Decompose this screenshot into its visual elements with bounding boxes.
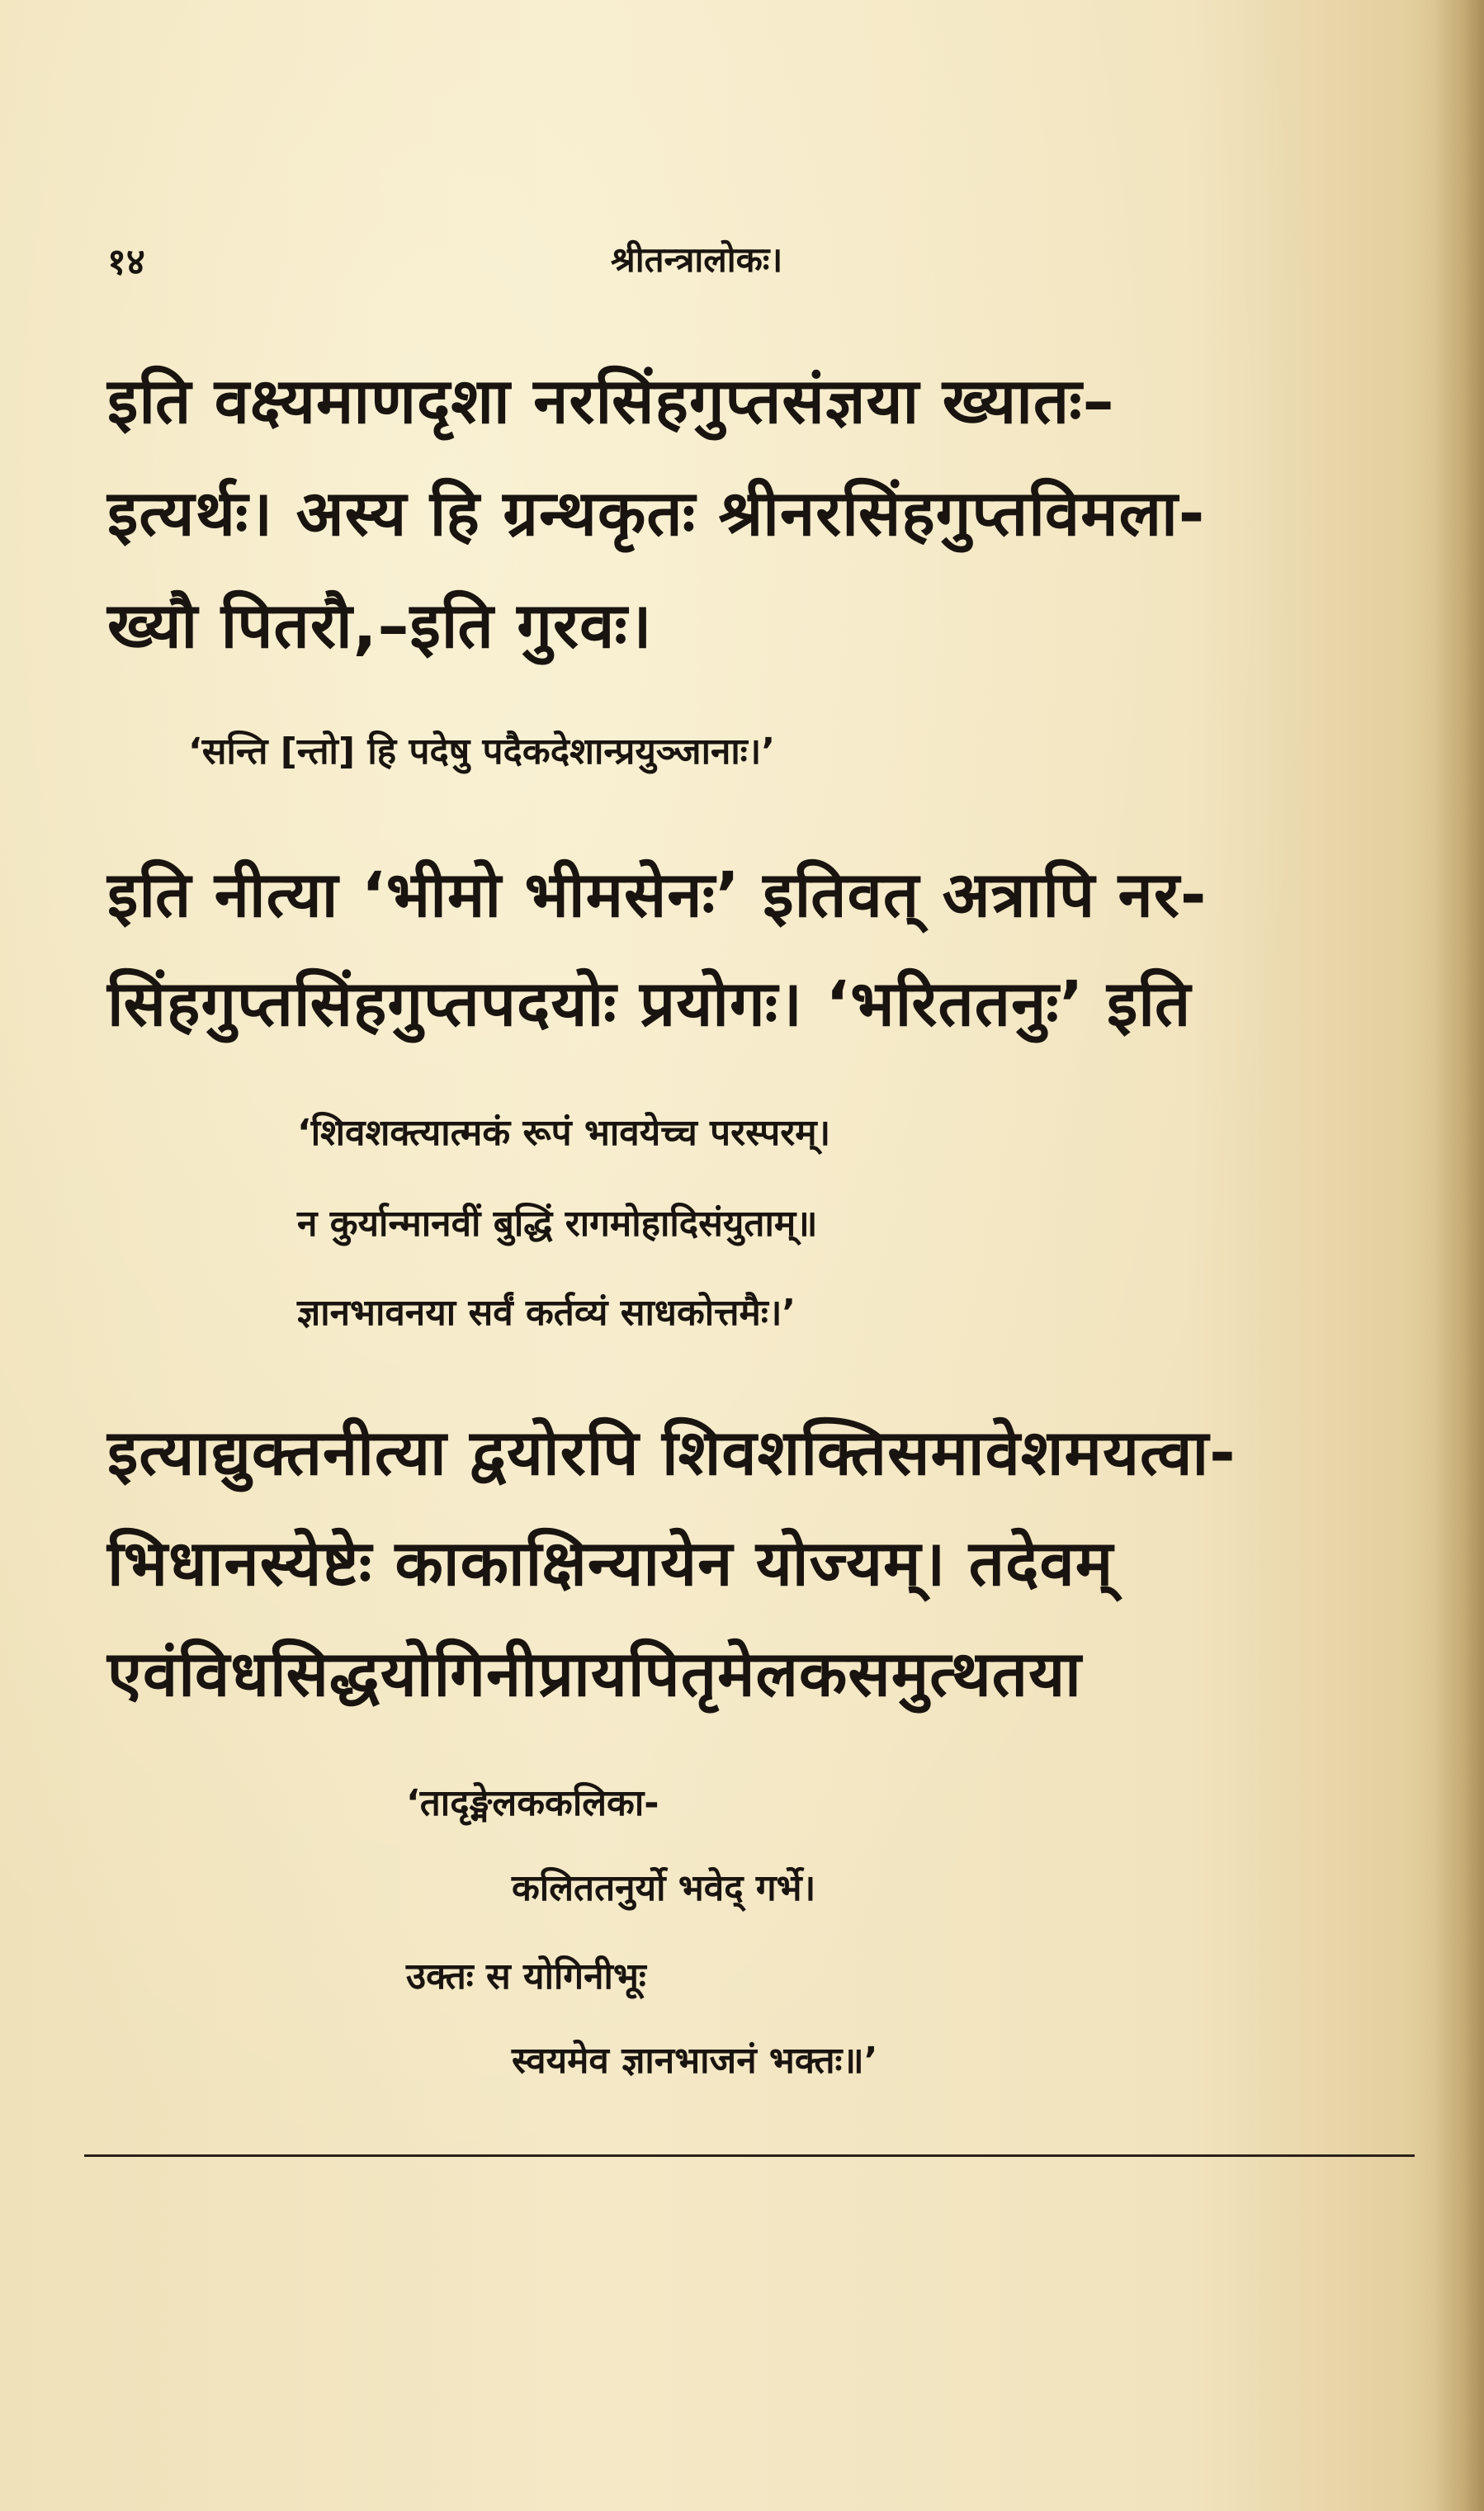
- verse1-line-1: ‘शिवशक्त्यात्मकं रूपं भावयेच्च परस्परम्।: [297, 1112, 831, 1154]
- verse2-line-1: ‘तादृङ्मेलककलिका-: [406, 1782, 659, 1824]
- verse1-line-3: ज्ञानभावनया सर्वं कर्तव्यं साधकोत्तमैः।’: [297, 1292, 796, 1334]
- page-number: १४: [107, 241, 145, 283]
- page-header: [107, 235, 883, 293]
- paragraph3-line-2: भिधानस्येष्टेः काकाक्षिन्यायेन योज्यम्। तदेवम्: [107, 1526, 1114, 1600]
- quote1-line: ‘सन्ति [न्तो] हि पदेषु पदैकदेशान्प्रयुञ्जानाः।’: [188, 731, 776, 773]
- paragraph1-line-2: इत्यर्थः। अस्य हि ग्रन्थकृतः श्रीनरसिंहगुप्तविमला-: [107, 476, 1206, 550]
- paragraph3-line-3: एवंविधसिद्धयोगिनीप्रायपितृमेलकसमुत्थतया: [107, 1637, 1082, 1710]
- running-title: श्रीतन्त्रालोकः।: [611, 239, 783, 280]
- verse2-line-3: उक्तः स योगिनीभूः: [406, 1955, 646, 1998]
- verse1-line-2: न कुर्यान्मानवीं बुद्धिं रागमोहादिसंयुताम्॥: [297, 1203, 818, 1245]
- verse2-line-2: कलिततनुर्यो भवेद् गर्भे।: [512, 1867, 816, 1909]
- footnote-separator-rule: [84, 2154, 1415, 2157]
- paragraph2-line-2: सिंहगुप्तसिंहगुप्तपदयोः प्रयोगः। ‘भरिततनुः’ इति: [107, 967, 1192, 1040]
- paragraph1-line-3: ख्यौ पितरौ,–इति गुरवः।: [107, 589, 653, 662]
- page-edge-shadow: [1434, 0, 1484, 2511]
- paragraph3-line-1: इत्याद्युक्तनीत्या द्वयोरपि शिवशक्तिसमावेशमयत्वा-: [107, 1416, 1236, 1489]
- paragraph1-line-1: इति वक्ष्यमाणदृशा नरसिंहगुप्तसंज्ञया ख्यातः–: [107, 364, 1115, 437]
- verse2-line-4: स्वयमेव ज्ञानभाजनं भक्तः॥’: [512, 2040, 878, 2082]
- paragraph2-line-1: इति नीत्या ‘भीमो भीमसेनः’ इतिवत् अत्रापि नर-: [107, 858, 1208, 931]
